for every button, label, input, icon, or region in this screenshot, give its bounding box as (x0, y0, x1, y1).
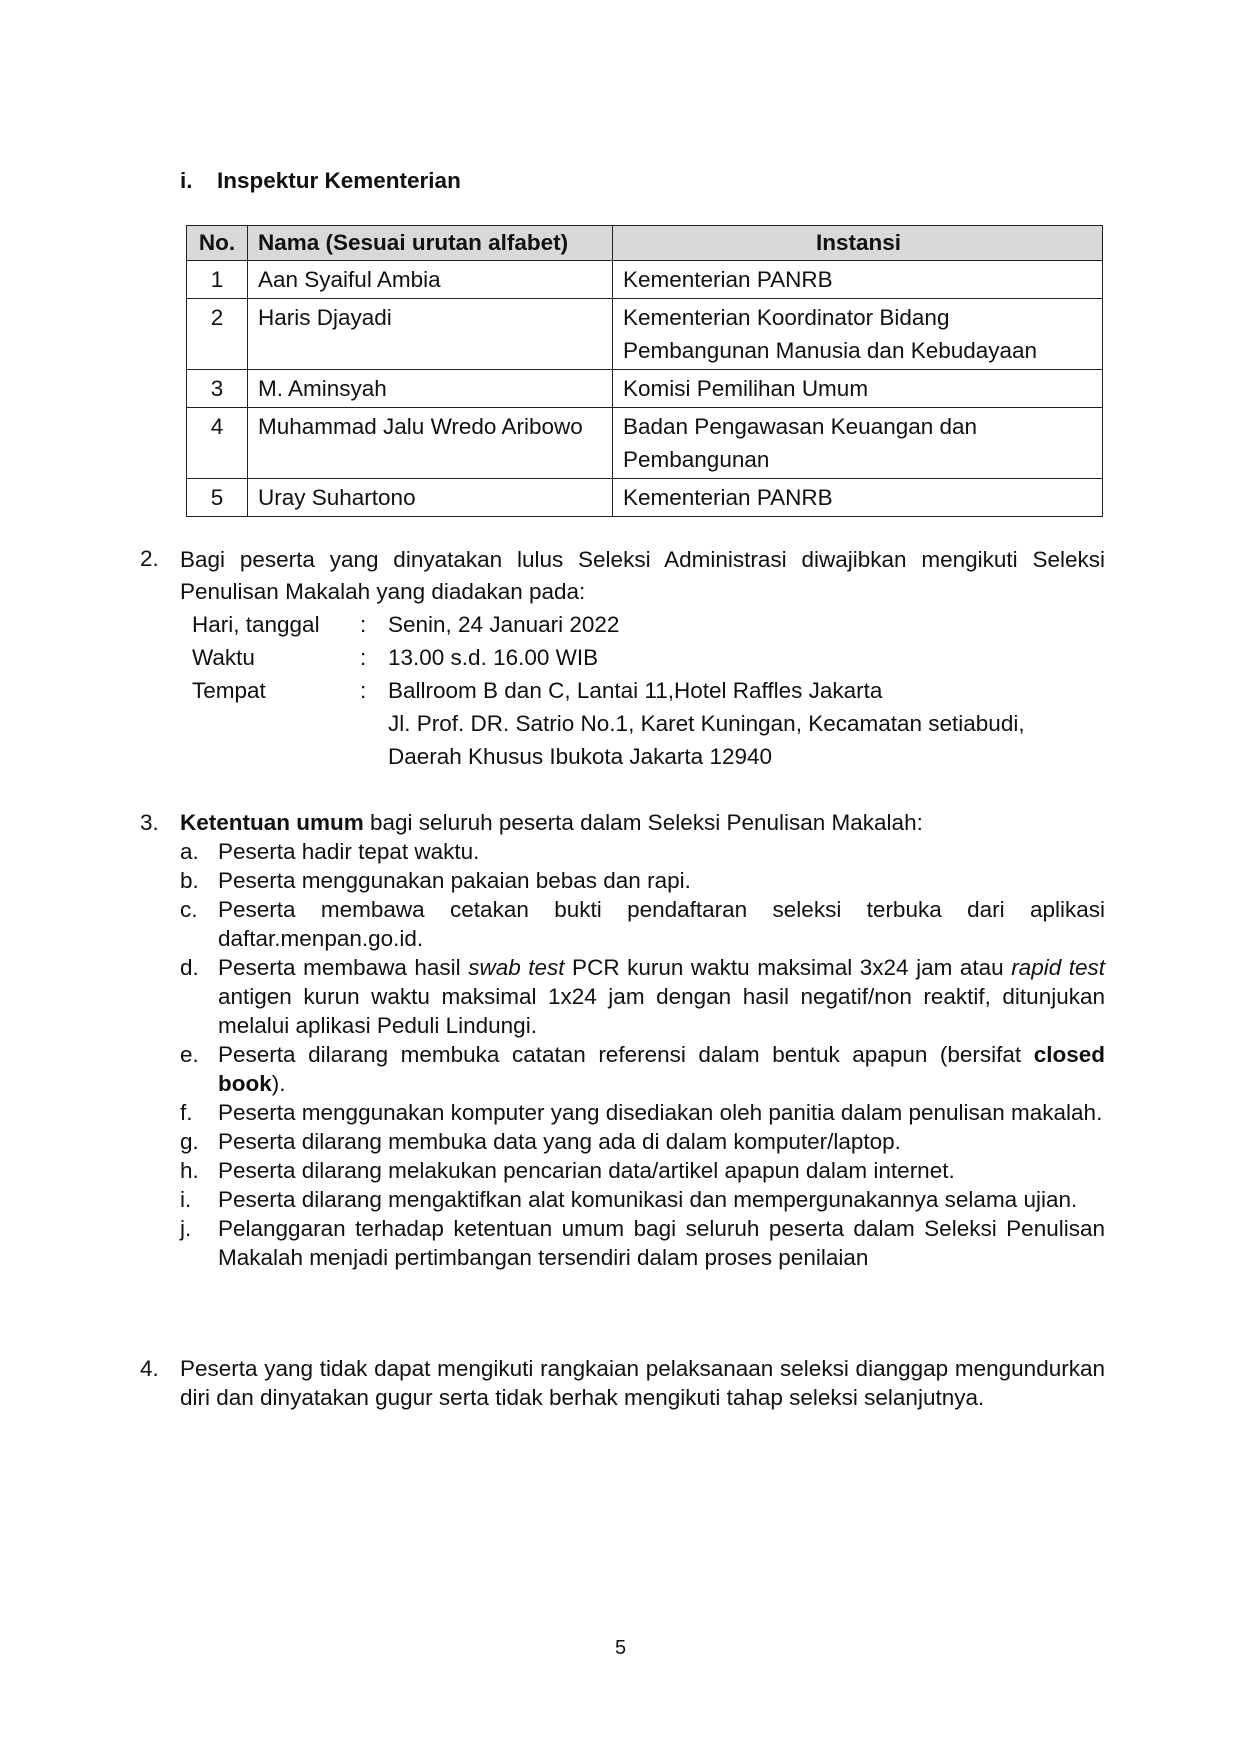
item-number: 2. (140, 546, 159, 571)
list-letter: i. (180, 1187, 192, 1212)
cell-instansi: Badan Pengawasan Keuangan dan Pembangunan (613, 408, 1103, 479)
detail-value: 13.00 s.d. 16.00 WIB (388, 645, 599, 670)
cell-instansi: Komisi Pemilihan Umum (613, 370, 1103, 408)
list-item (180, 953, 1105, 1040)
header-nama: Nama (Sesuai urutan alfabet) (248, 226, 613, 261)
list-item (180, 1185, 1105, 1214)
detail-row-time (180, 641, 1105, 674)
inspektur-table (186, 225, 1103, 517)
list-text: Peserta membawa hasil swab test PCR kurun waktu maksimal 3x24 jam atau rapid test antigen kurun waktu maksimal 1x24 jam dengan hasil negatif/non reaktif, ditunjukan melalui aplikasi Peduli Lindungi. (218, 955, 1106, 1038)
detail-separator: : (360, 645, 367, 670)
table-row (187, 479, 1103, 517)
list-text: Peserta dilarang melakukan pencarian data/artikel apapun dalam internet. (218, 1158, 955, 1183)
cell-nama: Uray Suhartono (248, 479, 613, 517)
detail-row-address (180, 740, 1105, 773)
list-item (180, 1156, 1105, 1185)
item-4-text: Peserta yang tidak dapat mengikuti rangkaian pelaksanaan seleksi dianggap mengundurkan diri dan dinyatakan gugur serta tidak berhak mengikuti tahap seleksi selanjutnya. (180, 1356, 1105, 1410)
item-2-intro: Bagi peserta yang dinyatakan lulus Seleksi Administrasi diwajibkan mengikuti Seleksi Penulisan Makalah yang diadakan pada: (180, 547, 1105, 604)
table-row (187, 408, 1103, 479)
list-letter: e. (180, 1042, 199, 1067)
header-no: No. (187, 226, 248, 261)
list-letter: c. (180, 897, 198, 922)
item-2 (140, 544, 1105, 773)
page-number: 5 (614, 1637, 627, 1659)
item-number: 3. (140, 810, 159, 835)
header-instansi: Instansi (613, 226, 1103, 261)
list-text: Peserta dilarang membuka data yang ada di dalam komputer/laptop. (218, 1129, 901, 1154)
list-item (180, 837, 1105, 866)
list-letter: a. (180, 839, 199, 864)
section-heading (180, 166, 461, 195)
address-line: Daerah Khusus Ibukota Jakarta 12940 (388, 744, 773, 769)
italic-term: swab test (468, 955, 565, 980)
detail-value: Ballroom B dan C, Lantai 11,Hotel Raffles Jakarta (388, 678, 883, 703)
list-text: Peserta dilarang mengaktifkan alat komunikasi dan mempergunakannya selama ujian. (218, 1187, 1078, 1212)
cell-no: 3 (187, 370, 248, 408)
list-letter: g. (180, 1129, 199, 1154)
italic-term: rapid test (1011, 955, 1106, 980)
cell-no: 5 (187, 479, 248, 517)
detail-separator: : (360, 678, 367, 703)
bold-term: closed book (218, 1042, 1105, 1096)
section-marker: i. (180, 168, 193, 193)
cell-nama: M. Aminsyah (248, 370, 613, 408)
list-letter: h. (180, 1158, 199, 1183)
detail-row-place (180, 674, 1105, 707)
cell-nama: Muhammad Jalu Wredo Aribowo (248, 408, 613, 479)
item-number: 4. (140, 1356, 159, 1381)
list-item (180, 1127, 1105, 1156)
cell-nama: Haris Djayadi (248, 299, 613, 370)
item-3-intro (180, 808, 1105, 837)
list-letter: b. (180, 868, 199, 893)
section-title: Inspektur Kementerian (217, 168, 461, 193)
detail-separator: : (360, 612, 367, 637)
list-text: Peserta hadir tepat waktu. (218, 839, 480, 864)
table-header-row (187, 226, 1103, 261)
address-line: Jl. Prof. DR. Satrio No.1, Karet Kuningan, Kecamatan setiabudi, (388, 711, 1025, 736)
list-letter: j. (180, 1216, 192, 1241)
list-letter: f. (180, 1100, 193, 1125)
list-item (180, 895, 1105, 953)
detail-row-address (180, 707, 1105, 740)
table-row (187, 370, 1103, 408)
list-letter: d. (180, 955, 199, 980)
list-item (180, 1098, 1105, 1127)
cell-no: 4 (187, 408, 248, 479)
table-row (187, 299, 1103, 370)
detail-label: Waktu (192, 645, 255, 670)
cell-no: 1 (187, 261, 248, 299)
cell-instansi: Kementerian PANRB (613, 261, 1103, 299)
detail-row-date (180, 608, 1105, 641)
list-item (180, 1214, 1105, 1272)
cell-instansi: Kementerian Koordinator Bidang Pembangunan Manusia dan Kebudayaan (613, 299, 1103, 370)
list-item (180, 866, 1105, 895)
cell-no: 2 (187, 299, 248, 370)
intro-bold: Ketentuan umum (180, 810, 364, 835)
item-3 (140, 808, 1105, 1272)
list-text: Peserta dilarang membuka catatan referensi dalam bentuk apapun (bersifat closed book). (218, 1042, 1105, 1096)
cell-instansi: Kementerian PANRB (613, 479, 1103, 517)
list-item (180, 1040, 1105, 1098)
intro-rest: bagi seluruh peserta dalam Seleksi Penulisan Makalah: (363, 810, 923, 835)
table-row (187, 261, 1103, 299)
list-text: Peserta menggunakan pakaian bebas dan rapi. (218, 868, 691, 893)
detail-label: Hari, tanggal (192, 612, 320, 637)
detail-value: Senin, 24 Januari 2022 (388, 612, 620, 637)
rules-list (180, 837, 1105, 1272)
list-text: Peserta membawa cetakan bukti pendaftaran seleksi terbuka dari aplikasi daftar.menpan.go.id. (218, 897, 1105, 951)
cell-nama: Aan Syaiful Ambia (248, 261, 613, 299)
list-text: Peserta menggunakan komputer yang disediakan oleh panitia dalam penulisan makalah. (218, 1100, 1103, 1125)
detail-label: Tempat (192, 678, 266, 703)
item-4 (140, 1354, 1105, 1412)
list-text: Pelanggaran terhadap ketentuan umum bagi seluruh peserta dalam Seleksi Penulisan Makalah menjadi pertimbangan tersendiri dalam proses penilaian (218, 1216, 1105, 1270)
